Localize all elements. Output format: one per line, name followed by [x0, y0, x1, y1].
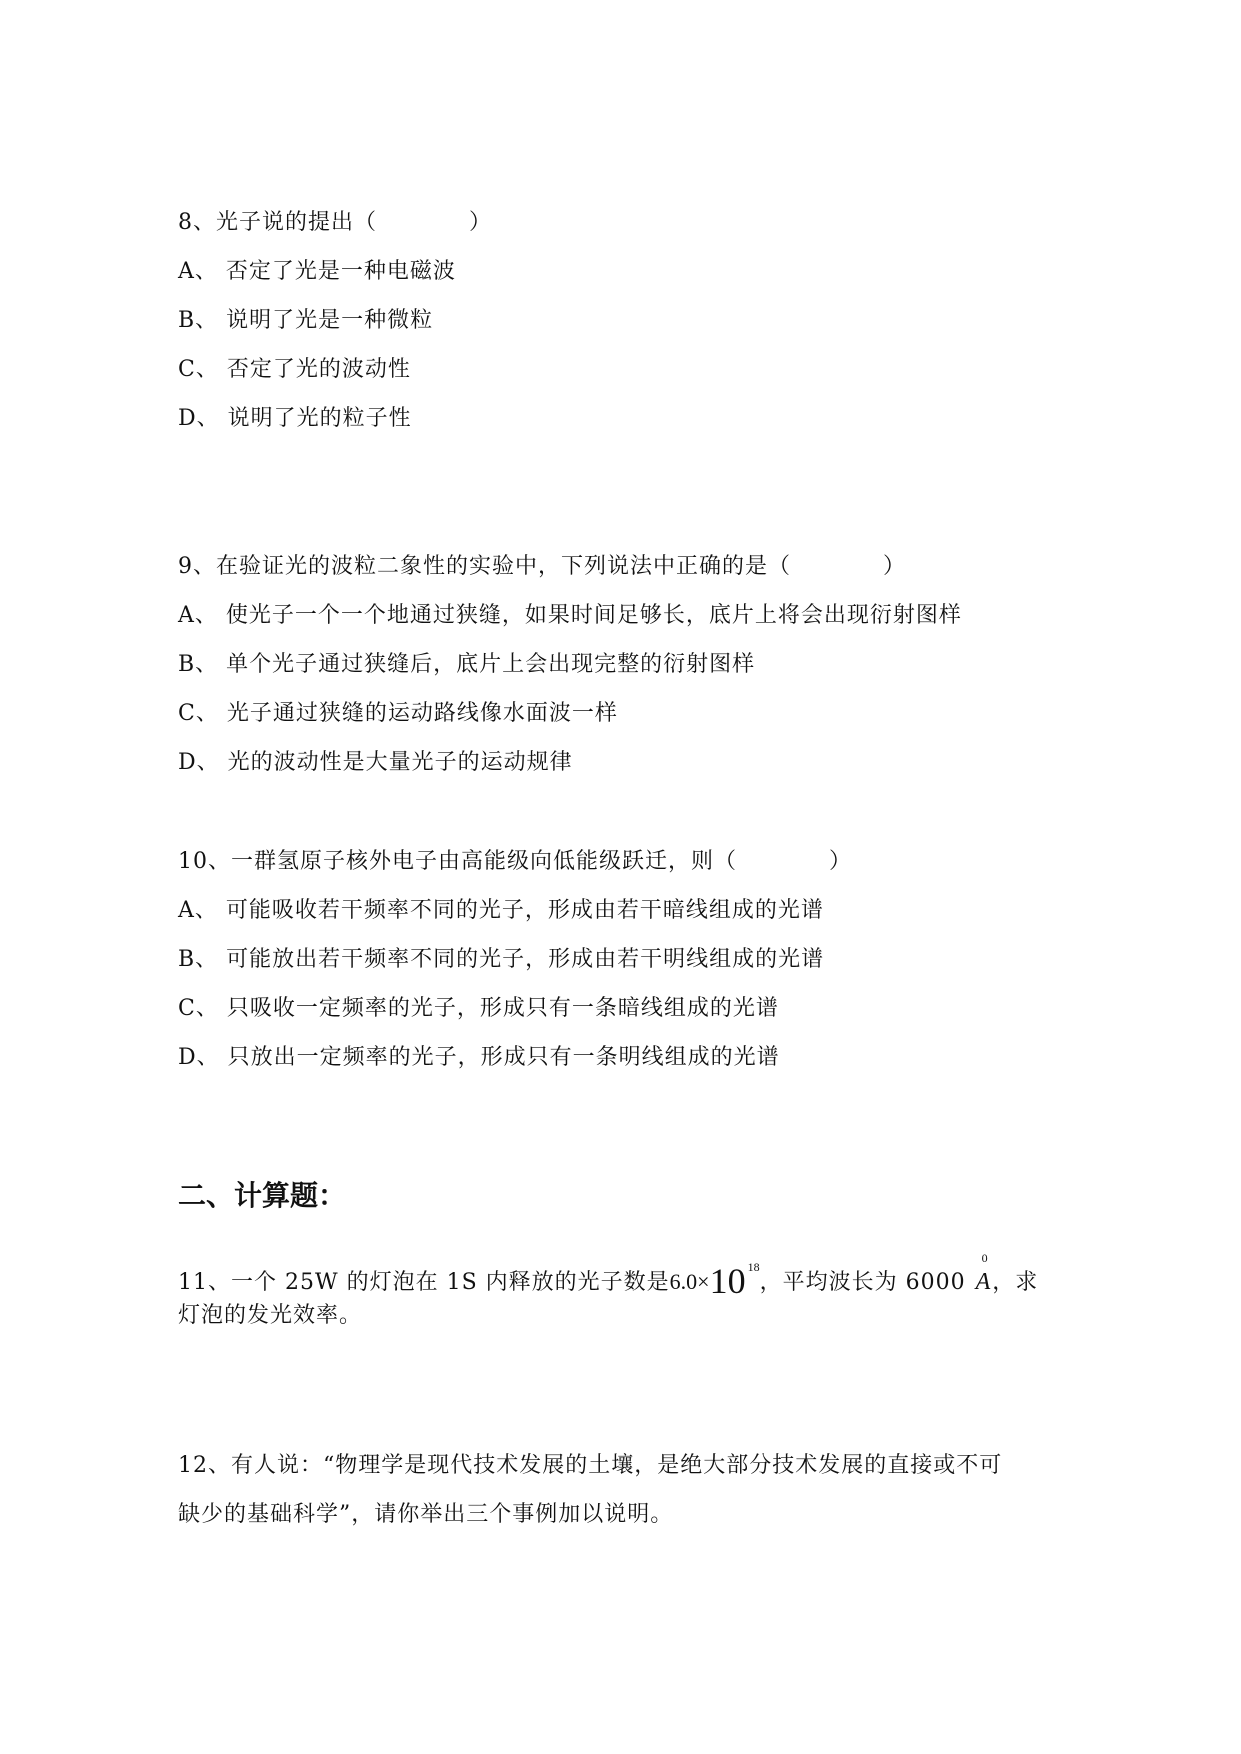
question-9-option-d: D、 光的波动性是大量光子的运动规律 [178, 750, 573, 775]
question-11-wavelength-text: ，平均波长为 6000 [759, 1270, 966, 1295]
photon-count-exponent: 18 [747, 1260, 760, 1274]
angstrom-ring: 0 [981, 1251, 988, 1265]
question-10-option-c: C、 只吸收一定频率的光子，形成只有一条暗线组成的光谱 [178, 996, 779, 1021]
question-9-option-c: C、 光子通过狭缝的运动路线像水面波一样 [178, 701, 618, 726]
question-10-option-b: B、 可能放出若干频率不同的光子，形成由若干明线组成的光谱 [178, 947, 825, 972]
question-11-suffix: ，求 [992, 1270, 1039, 1295]
question-8-option-c: C、 否定了光的波动性 [178, 357, 411, 382]
question-8-option-a: A、 否定了光是一种电磁波 [178, 259, 456, 284]
photon-count-base: 10 [709, 1261, 746, 1301]
question-8-stem: 8、光子说的提出（ ） [178, 210, 492, 235]
question-10-option-a: A、 可能吸收若干频率不同的光子，形成由若干暗线组成的光谱 [178, 898, 824, 923]
question-8-option-d: D、 说明了光的粒子性 [178, 406, 412, 431]
question-9-option-a: A、 使光子一个一个地通过狭缝，如果时间足够长，底片上将会出现衍射图样 [178, 603, 962, 628]
photon-count-coefficient: 6.0× [669, 1269, 710, 1294]
question-9-stem: 9、在验证光的波粒二象性的实验中，下列说法中正确的是（ ） [178, 554, 906, 579]
question-11-line-2: 灯泡的发光效率。 [178, 1303, 363, 1328]
question-8-option-b: B、 说明了光是一种微粒 [178, 308, 434, 333]
question-9-option-b: B、 单个光子通过狭缝后，底片上会出现完整的衍射图样 [178, 652, 756, 677]
question-12-line-1: 12、有人说：“物理学是现代技术发展的土壤，是绝大部分技术发展的直接或不可 [178, 1453, 1003, 1478]
question-10-option-d: D、 只放出一定频率的光子，形成只有一条明线组成的光谱 [178, 1045, 780, 1070]
angstrom-letter: A [975, 1269, 991, 1295]
question-10-stem: 10、一群氢原子核外电子由高能级向低能级跃迁，则（ ） [178, 849, 852, 874]
question-11-line-1 [178, 1251, 1039, 1301]
question-11-prefix: 11、一个 25W 的灯泡在 1S 内释放的光子数是 [178, 1270, 670, 1295]
angstrom-unit-symbol [975, 1251, 991, 1297]
question-12-line-2: 缺少的基础科学”，请你举出三个事例加以说明。 [178, 1502, 674, 1527]
section-heading: 二、计算题： [178, 1179, 347, 1212]
